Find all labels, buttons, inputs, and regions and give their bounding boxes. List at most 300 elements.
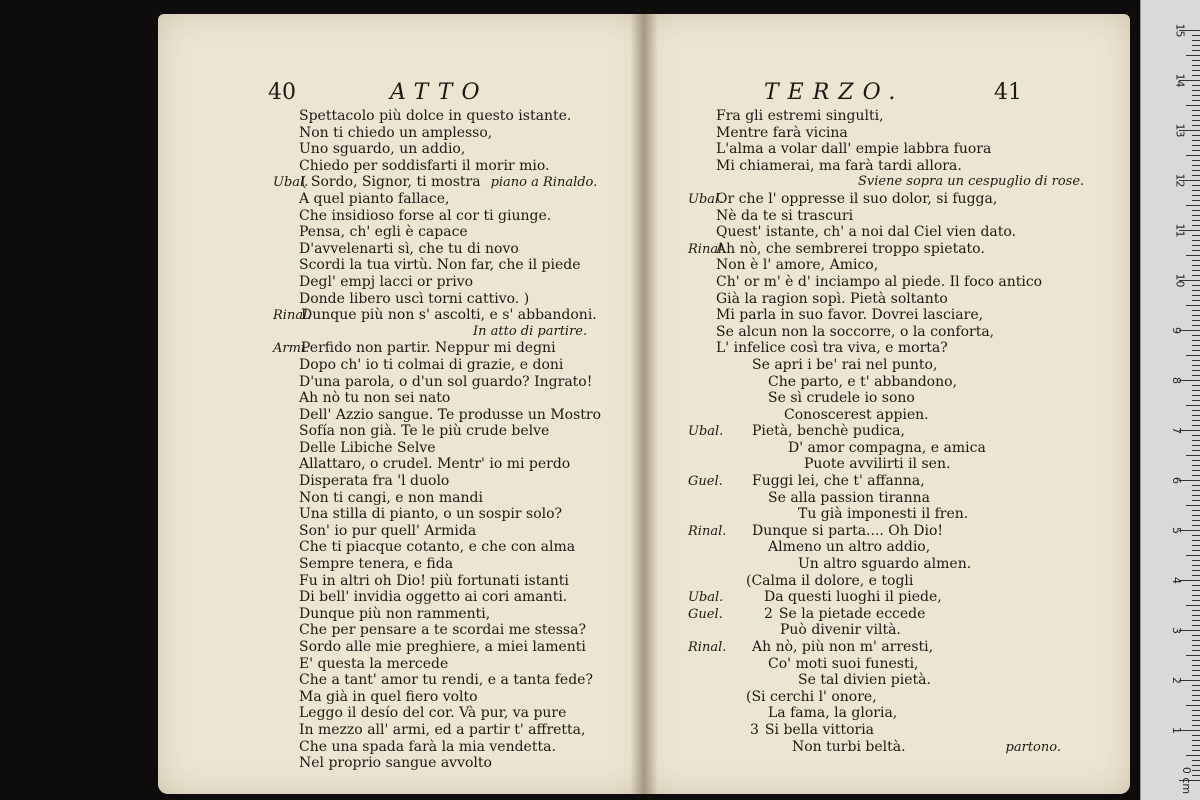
ruler-tick <box>1192 195 1200 196</box>
ruler-tick <box>1192 750 1200 751</box>
left-page-text <box>273 108 601 772</box>
ruler-tick <box>1192 510 1200 511</box>
text-line <box>273 407 601 424</box>
verse-text: Se la pietade eccede <box>778 605 926 622</box>
verse-text: Non è l' amore, Amico, <box>716 257 879 274</box>
ruler-tick <box>1192 265 1200 266</box>
ruler-number: 11 <box>1173 223 1187 238</box>
ruler-tick <box>1192 160 1200 161</box>
ruler-tick <box>1192 660 1200 661</box>
ruler-tick <box>1186 405 1200 406</box>
ruler-number: 1 <box>1170 727 1183 734</box>
text-line <box>273 241 601 258</box>
text-line <box>688 241 1084 258</box>
text-line <box>273 672 601 689</box>
text-line <box>273 506 601 523</box>
ruler-tick <box>1192 110 1200 111</box>
text-line <box>273 589 601 606</box>
ruler-tick <box>1192 350 1200 351</box>
speaker-label: Rinal. <box>688 523 727 539</box>
ruler-tick <box>1192 535 1200 536</box>
ruler-tick <box>1192 425 1200 426</box>
text-line <box>688 141 1084 158</box>
text-line <box>273 357 601 374</box>
verse-text: ( Sordo, Signor, ti mostra <box>301 174 481 191</box>
ruler-tick <box>1192 735 1200 736</box>
ruler-tick <box>1192 665 1200 666</box>
speaker-label: Armi. <box>273 341 310 357</box>
verse-text: Fra gli estremi singulti, <box>716 108 884 124</box>
ruler-number: 5 <box>1170 527 1183 534</box>
ruler-tick <box>1192 720 1200 721</box>
ruler-tick <box>1192 275 1200 276</box>
open-book <box>158 14 1130 794</box>
text-line <box>273 423 601 440</box>
ruler-tick <box>1192 640 1200 641</box>
text-line <box>273 390 601 407</box>
text-line <box>688 324 1084 341</box>
text-line <box>273 224 601 241</box>
ruler-tick <box>1192 360 1200 361</box>
ruler-tick <box>1192 45 1200 46</box>
verse-text: Dunque più non rammenti, <box>299 605 491 622</box>
text-line <box>273 639 601 656</box>
ruler-number: 10 <box>1173 273 1187 288</box>
ruler-tick <box>1192 285 1200 286</box>
text-line <box>688 739 1084 756</box>
verse-text: (Si cerchi l' onore, <box>746 688 877 705</box>
verse-text: Delle Libiche Selve <box>299 439 436 456</box>
text-line <box>688 224 1084 241</box>
ruler-tick <box>1192 645 1200 646</box>
verse-text: Fuggi lei, che t' affanna, <box>752 473 925 490</box>
ruler-tick <box>1192 335 1200 336</box>
ruler-tick <box>1192 400 1200 401</box>
verse-text: Che insidioso forse al cor ti giunge. <box>299 207 552 224</box>
verse-text: L'alma a volar dall' empie labbra fuora <box>716 141 992 158</box>
ruler-tick <box>1192 500 1200 501</box>
right-page <box>644 14 1130 794</box>
ruler-tick <box>1192 220 1200 221</box>
ruler-tick <box>1192 740 1200 741</box>
ruler-tick <box>1186 55 1200 56</box>
text-line <box>688 639 1084 656</box>
text-line <box>688 556 1084 573</box>
verse-text: Se apri i be' rai nel punto, <box>752 356 938 373</box>
text-line <box>688 606 1084 623</box>
running-head-left: ATTO <box>390 80 489 105</box>
ruler-tick <box>1192 775 1200 776</box>
ruler-tick <box>1192 125 1200 126</box>
text-line <box>688 125 1084 142</box>
ruler-tick <box>1186 305 1200 306</box>
verse-text: Or che l' oppresse il suo dolor, si fugga, <box>716 190 998 207</box>
ruler-tick <box>1192 450 1200 451</box>
verse-text: Se alcun non la soccorre, o la conforta, <box>716 323 995 340</box>
text-line <box>273 722 601 739</box>
verse-text: Che a tant' amor tu rendi, e a tanta fede? <box>299 672 593 689</box>
ruler-tick <box>1192 225 1200 226</box>
text-line <box>688 656 1084 673</box>
ruler-tick <box>1192 420 1200 421</box>
ruler-tick <box>1192 65 1200 66</box>
ruler-number: 14 <box>1173 73 1187 88</box>
text-line <box>688 108 1084 125</box>
verse-text: Tu già imponesti il fren. <box>798 506 969 523</box>
verse-text: Pietà, benchè pudica, <box>752 423 905 440</box>
text-line <box>688 340 1084 357</box>
ruler-number: 12 <box>1173 173 1187 188</box>
ruler-tick <box>1192 190 1200 191</box>
verse-text: Leggo il desío del cor. Và pur, va pure <box>299 705 567 722</box>
ruler-tick <box>1186 755 1200 756</box>
text-line <box>688 440 1084 457</box>
text-line <box>273 606 601 623</box>
ruler-tick <box>1192 485 1200 486</box>
ruler-tick <box>1192 95 1200 96</box>
text-line <box>273 274 601 291</box>
text-line <box>273 340 601 357</box>
speaker-label: Ubal. <box>688 424 724 440</box>
verse-text: La fama, la gloria, <box>768 705 898 722</box>
text-line <box>273 125 601 142</box>
verse-text: Scordi la tua virtù. Non far, che il piede <box>299 257 581 274</box>
ruler-tick <box>1192 200 1200 201</box>
ruler-tick <box>1192 435 1200 436</box>
speaker-label: Rinal. <box>273 308 312 324</box>
verse-text: Ah nò, che sembrerei troppo spietato. <box>716 240 985 257</box>
ruler-tick <box>1192 650 1200 651</box>
verse-text: Non ti cangi, e non mandi <box>299 489 483 506</box>
ruler-tick <box>1192 85 1200 86</box>
text-line <box>688 390 1084 407</box>
text-line <box>273 208 601 225</box>
ruler-tick <box>1192 670 1200 671</box>
verse-text: Quest' istante, ch' a noi dal Ciel vien dato. <box>716 224 1017 241</box>
verse-text: Sempre tenera, e fida <box>299 556 454 573</box>
text-line <box>688 622 1084 639</box>
text-line <box>273 257 601 274</box>
text-line <box>273 307 601 324</box>
ruler-tick <box>1192 390 1200 391</box>
verse-text: Sordo alle mie preghiere, a miei lamenti <box>299 639 586 655</box>
text-line <box>688 357 1084 374</box>
text-line <box>273 539 601 556</box>
ruler-tick <box>1192 540 1200 541</box>
speaker-label: Ubal. <box>688 191 724 207</box>
verse-text: Che per pensare a te scordai me stessa? <box>299 622 586 639</box>
ruler-tick <box>1186 105 1200 106</box>
verse-text: Che parto, e t' abbandono, <box>768 373 957 390</box>
ruler-tick <box>1192 495 1200 496</box>
text-line <box>688 174 1084 191</box>
ruler-tick <box>1192 525 1200 526</box>
ruler-tick <box>1192 545 1200 546</box>
verse-text: Che una spada farà la mia vendetta. <box>299 738 556 755</box>
ruler-tick <box>1192 340 1200 341</box>
ruler-number: 9 <box>1170 327 1183 334</box>
ruler-tick <box>1192 170 1200 171</box>
ruler-tick <box>1186 455 1200 456</box>
ruler-tick <box>1192 140 1200 141</box>
text-line <box>688 291 1084 308</box>
ruler-tick <box>1192 240 1200 241</box>
text-line <box>688 307 1084 324</box>
text-line <box>688 573 1084 590</box>
ruler-tick <box>1192 250 1200 251</box>
verse-text: Puote avvilirti il sen. <box>804 456 951 473</box>
verse-text: Può divenir viltà. <box>780 622 901 639</box>
text-line <box>273 374 601 391</box>
ruler-tick <box>1192 685 1200 686</box>
ruler-tick <box>1192 440 1200 441</box>
verse-text: Almeno un altro addio, <box>768 539 931 556</box>
text-line <box>688 158 1084 175</box>
text-line <box>688 722 1084 739</box>
text-line <box>273 573 601 590</box>
ruler-tick <box>1192 215 1200 216</box>
verse-text: L' infelice così tra viva, e morta? <box>716 340 948 357</box>
ruler-tick <box>1192 595 1200 596</box>
text-line <box>273 456 601 473</box>
verse-text: Non turbi beltà. <box>792 738 906 755</box>
ruler-tick <box>1192 445 1200 446</box>
ruler-tick <box>1192 610 1200 611</box>
ruler-tick <box>1192 600 1200 601</box>
speaker-label: Ubal. <box>273 175 309 191</box>
verse-text: Ma già in quel fiero volto <box>299 688 478 705</box>
verse-text: Ah nò, più non m' arresti, <box>752 639 934 655</box>
text-line <box>688 506 1084 523</box>
verse-text: (Calma il dolore, e togli <box>746 572 914 589</box>
text-line <box>273 141 601 158</box>
ruler-number: 4 <box>1170 577 1183 584</box>
left-page <box>158 14 644 794</box>
ruler-tick <box>1186 655 1200 656</box>
ruler-tick <box>1192 415 1200 416</box>
ruler-tick <box>1192 690 1200 691</box>
ruler-tick <box>1192 295 1200 296</box>
verse-text: Che ti piacque cotanto, e che con alma <box>299 539 576 556</box>
text-line <box>688 705 1084 722</box>
verse-text: Chiedo per soddisfarti il morir mio. <box>299 157 550 174</box>
ruler-tick <box>1192 175 1200 176</box>
ruler-tick <box>1192 695 1200 696</box>
speaker-label: Rinal. <box>688 241 727 257</box>
verse-text: Già la ragion sopì. Pietà soltanto <box>716 290 948 307</box>
text-line <box>273 473 601 490</box>
text-line <box>688 456 1084 473</box>
text-line <box>273 108 601 125</box>
book-gutter <box>630 14 658 794</box>
ruler-tick <box>1192 260 1200 261</box>
ruler-tick <box>1192 395 1200 396</box>
ruler-tick <box>1186 255 1200 256</box>
ruler-tick <box>1186 605 1200 606</box>
text-line <box>688 374 1084 391</box>
ruler-tick <box>1192 470 1200 471</box>
verse-text: Sofía non già. Te le più crude belve <box>299 423 550 440</box>
ruler-tick <box>1192 520 1200 521</box>
ruler-tick <box>1192 315 1200 316</box>
ruler-tick <box>1192 370 1200 371</box>
ruler-tick <box>1192 715 1200 716</box>
text-line <box>273 174 601 191</box>
ruler-tick <box>1192 60 1200 61</box>
verse-text: E' questa la mercede <box>299 655 449 672</box>
ruler-tick <box>1192 325 1200 326</box>
ruler-tick <box>1192 700 1200 701</box>
ruler-tick <box>1192 565 1200 566</box>
text-line <box>273 755 601 772</box>
verse-text: Se alla passion tiranna <box>768 489 930 506</box>
speaker-label: Ubal. <box>688 590 724 606</box>
verse-text: Un altro sguardo almen. <box>798 556 972 573</box>
ruler-tick <box>1192 625 1200 626</box>
ruler-tick <box>1192 575 1200 576</box>
ruler-tick <box>1192 570 1200 571</box>
verse-text: Dell' Azzio sangue. Te produsse un Mostro <box>299 406 602 423</box>
ruler-tick <box>1192 725 1200 726</box>
ruler-tick <box>1192 40 1200 41</box>
ruler-tick <box>1192 345 1200 346</box>
ruler-tick <box>1192 515 1200 516</box>
ruler-tick <box>1192 70 1200 71</box>
verse-text: A quel pianto fallace, <box>299 190 450 207</box>
text-line <box>688 689 1084 706</box>
ruler-tick <box>1192 490 1200 491</box>
ruler-tick <box>1192 135 1200 136</box>
ruler-tick <box>1192 710 1200 711</box>
text-line <box>273 622 601 639</box>
text-line <box>273 739 601 756</box>
verse-text: Conoscerest appien. <box>784 406 929 423</box>
ruler-tick <box>1192 150 1200 151</box>
text-line <box>688 490 1084 507</box>
ruler-tick <box>1192 290 1200 291</box>
verse-text: Dunque si parta.... Oh Dio! <box>752 522 944 539</box>
brace-mark: 3 <box>750 721 759 738</box>
stage-direction: Sviene sopra un cespuglio di rose. <box>858 174 1085 190</box>
ruler-tick <box>1186 205 1200 206</box>
page-number-left: 40 <box>268 80 296 105</box>
ruler-tick <box>1186 155 1200 156</box>
verse-text: Non ti chiedo un amplesso, <box>299 124 493 141</box>
running-head-right: TERZO. <box>764 80 905 105</box>
verse-text: Fu in altri oh Dio! più fortunati istanti <box>299 572 569 589</box>
verse-text: Dunque più non s' ascolti, e s' abbandoni. <box>301 307 597 324</box>
ruler-number: 15 <box>1173 23 1187 38</box>
measuring-ruler <box>1140 0 1200 800</box>
stage-direction: partono. <box>1005 739 1061 755</box>
verse-text: Degl' empj lacci or privo <box>299 273 474 290</box>
verse-text: Ch' or m' è d' inciampo al piede. Il foco antico <box>716 273 1043 290</box>
ruler-tick <box>1192 560 1200 561</box>
verse-text: Si bella vittoria <box>764 721 875 738</box>
ruler-tick <box>1192 75 1200 76</box>
verse-text: Dopo ch' io ti colmai di grazie, e doni <box>299 356 564 373</box>
verse-text: Mi parla in suo favor. Dovrei lasciare, <box>716 307 984 324</box>
ruler-tick <box>1192 765 1200 766</box>
ruler-number: 0 cm <box>1180 766 1194 795</box>
ruler-tick <box>1192 115 1200 116</box>
ruler-number: 2 <box>1170 677 1183 684</box>
ruler-tick <box>1192 635 1200 636</box>
text-line <box>273 324 601 341</box>
ruler-tick <box>1192 145 1200 146</box>
ruler-number: 3 <box>1170 627 1183 634</box>
verse-text: Donde libero uscì torni cattivo. ) <box>299 290 530 307</box>
text-line <box>688 423 1084 440</box>
verse-text: Da questi luoghi il piede, <box>764 589 942 606</box>
brace-mark: 2 <box>764 605 773 622</box>
verse-text: Co' moti suoi funesti, <box>768 655 919 672</box>
text-line <box>688 407 1084 424</box>
text-line <box>273 191 601 208</box>
text-line <box>688 523 1084 540</box>
ruler-tick <box>1192 770 1200 771</box>
verse-text: Se sì crudele io sono <box>768 390 915 407</box>
ruler-tick <box>1192 270 1200 271</box>
ruler-tick <box>1192 460 1200 461</box>
ruler-number: 13 <box>1173 123 1187 138</box>
ruler-tick <box>1192 100 1200 101</box>
verse-text: Disperata fra 'l duolo <box>299 473 450 490</box>
ruler-tick <box>1192 410 1200 411</box>
page-number-right: 41 <box>994 80 1022 105</box>
ruler-tick <box>1192 300 1200 301</box>
verse-text: Perfido non partir. Neppur mi degni <box>301 340 556 357</box>
ruler-tick <box>1192 585 1200 586</box>
ruler-tick <box>1192 675 1200 676</box>
ruler-tick <box>1186 355 1200 356</box>
stage-direction: piano a Rinaldo. <box>490 175 598 191</box>
ruler-tick <box>1192 385 1200 386</box>
verse-text: Spettacolo più dolce in questo istante. <box>299 108 572 124</box>
verse-text: Allattaro, o crudel. Mentr' io mi perdo <box>299 456 571 473</box>
ruler-tick <box>1186 555 1200 556</box>
verse-text: Se tal divien pietà. <box>798 672 931 689</box>
ruler-tick <box>1186 705 1200 706</box>
text-line <box>688 208 1084 225</box>
verse-text: Uno sguardo, un addio, <box>299 141 466 158</box>
ruler-tick <box>1192 120 1200 121</box>
verse-text: Son' io pur quell' Armida <box>299 522 477 539</box>
verse-text: Ah nò tu non sei nato <box>299 390 451 407</box>
text-line <box>688 473 1084 490</box>
verse-text: Mi chiamerai, ma farà tardi allora. <box>716 157 962 174</box>
ruler-tick <box>1192 590 1200 591</box>
ruler-tick <box>1192 35 1200 36</box>
text-line <box>273 158 601 175</box>
ruler-tick <box>1192 745 1200 746</box>
ruler-tick <box>1192 475 1200 476</box>
ruler-tick <box>1186 505 1200 506</box>
ruler-tick <box>1192 375 1200 376</box>
ruler-tick <box>1192 235 1200 236</box>
speaker-label: Guel. <box>688 474 723 490</box>
ruler-tick <box>1192 620 1200 621</box>
verse-text: Mentre farà vicina <box>716 124 848 141</box>
ruler-number: 8 <box>1170 377 1183 384</box>
text-line <box>273 523 601 540</box>
verse-text: In mezzo all' armi, ed a partir t' affretta, <box>299 721 586 738</box>
verse-text: Di bell' invidia oggetto ai cori amanti. <box>299 589 568 606</box>
verse-text: Pensa, ch' egli è capace <box>299 224 468 241</box>
stage-direction: In atto di partire. <box>473 323 588 339</box>
ruler-tick <box>1192 465 1200 466</box>
verse-text: Nè da te si trascuri <box>716 207 854 224</box>
